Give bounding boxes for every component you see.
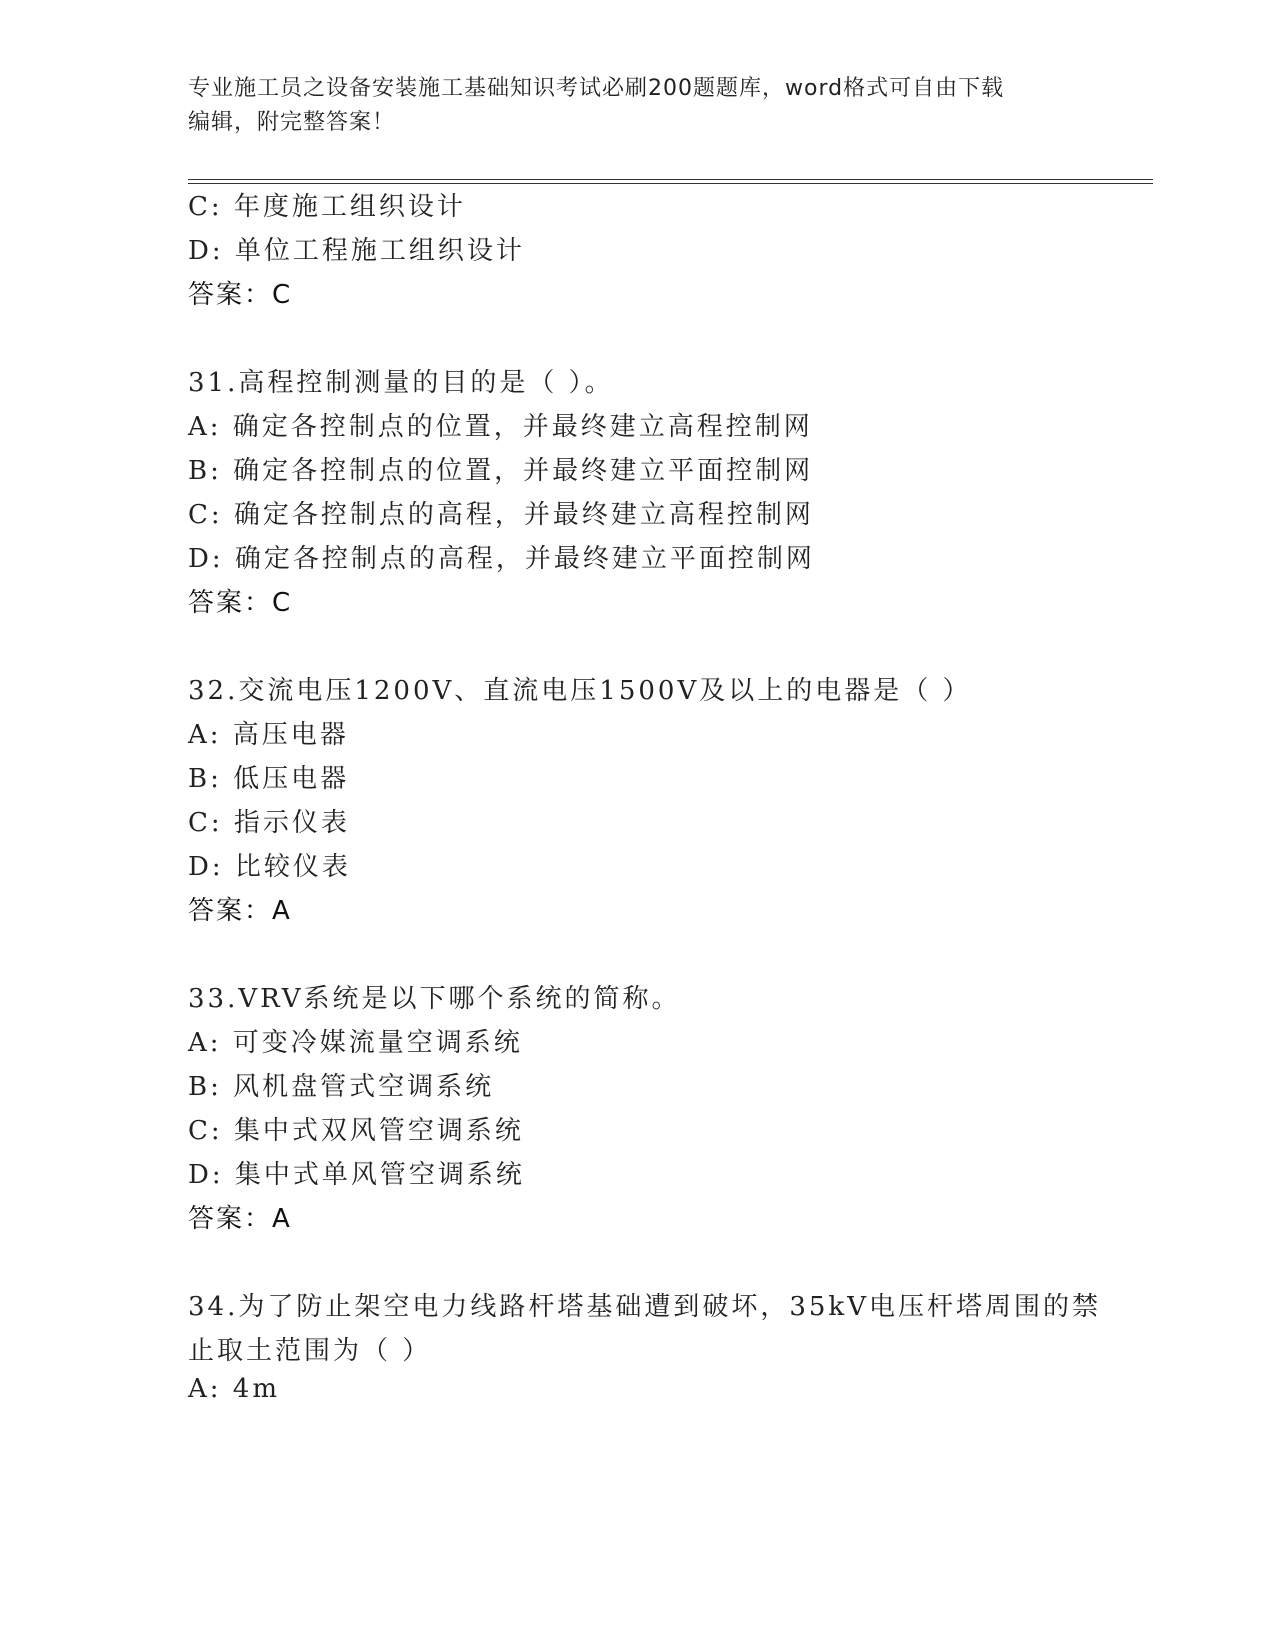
question-32: 32.交流电压1200V、直流电压1500V及以上的电器是（ ）: [188, 676, 972, 706]
option-b: B: 确定各控制点的位置，并最终建立平面控制网: [188, 456, 814, 486]
option-d: D: 单位工程施工组织设计: [188, 236, 525, 266]
option-c: C: 集中式双风管空调系统: [188, 1116, 524, 1146]
option-d: D: 确定各控制点的高程，并最终建立平面控制网: [188, 544, 815, 574]
question-34: 34.为了防止架空电力线路杆塔基础遭到破坏，35kV电压杆塔周围的禁: [188, 1292, 1101, 1322]
answer-line: 答案：A: [188, 896, 292, 926]
header-divider: [188, 179, 1153, 184]
question-33: 33.VRV系统是以下哪个系统的简称。: [188, 984, 681, 1014]
option-b: B: 低压电器: [188, 764, 350, 794]
option-c: C: 确定各控制点的高程，并最终建立高程控制网: [188, 500, 814, 530]
answer-line: 答案：C: [188, 588, 293, 618]
option-b: B: 风机盘管式空调系统: [188, 1072, 495, 1102]
option-a: A: 可变冷媒流量空调系统: [188, 1028, 523, 1058]
question-34-continuation: 止取土范围为（ ）: [188, 1336, 432, 1366]
option-a: A: 高压电器: [188, 720, 349, 750]
header-title-line-2: 编辑，附完整答案！: [188, 110, 396, 135]
option-a: A: 4m: [188, 1374, 280, 1404]
document-header: [188, 72, 1068, 140]
option-c: C: 指示仪表: [188, 808, 350, 838]
option-d: D: 比较仪表: [188, 852, 351, 882]
header-title-line-1: 专业施工员之设备安装施工基础知识考试必刷200题题库，word格式可自由下载: [188, 76, 1005, 101]
option-a: A: 确定各控制点的位置，并最终建立高程控制网: [188, 412, 813, 442]
option-d: D: 集中式单风管空调系统: [188, 1160, 525, 1190]
question-31: 31.高程控制测量的目的是（ ）。: [188, 368, 614, 398]
answer-line: 答案：A: [188, 1204, 292, 1234]
option-c: C: 年度施工组织设计: [188, 192, 466, 222]
answer-line: 答案：C: [188, 280, 293, 310]
